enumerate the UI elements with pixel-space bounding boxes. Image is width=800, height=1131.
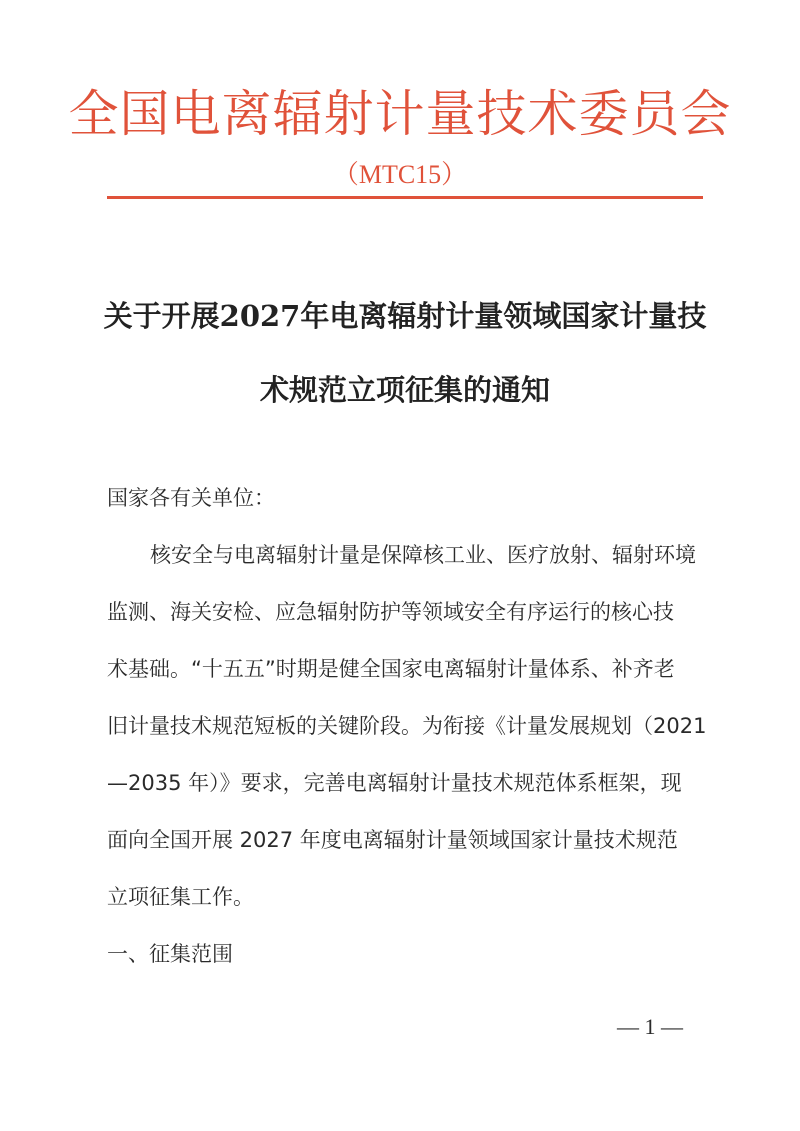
paragraph-line: 面向全国开展 2027 年度电离辐射计量领域国家计量技术规范: [107, 828, 678, 852]
title-line-2: 术规范立项征集的通知: [259, 373, 550, 407]
paragraph-line: 旧计量技术规范短板的关键阶段。为衔接《计量发展规划（2021: [107, 714, 707, 738]
page-number: — 1 —: [617, 1014, 683, 1039]
paragraph-line: —2035 年）》要求，完善电离辐射计量技术规范体系框架，现: [107, 771, 682, 795]
paragraph-line: 立项征集工作。: [107, 885, 254, 909]
salutation: 国家各有关单位：: [107, 486, 275, 510]
paragraph-line: 术基础。“十五五”时期是健全国家电离辐射计量体系、补齐老: [107, 657, 675, 681]
organization-name: 全国电离辐射计量技术委员会: [68, 85, 732, 143]
section-heading: 一、征集范围: [107, 942, 233, 966]
header-divider: [107, 196, 703, 199]
paragraph-line: 核安全与电离辐射计量是保障核工业、医疗放射、辐射环境: [150, 543, 696, 567]
paragraph-line: 监测、海关安检、应急辐射防护等领域安全有序运行的核心技: [107, 600, 674, 624]
organization-code: （MTC15）: [332, 160, 468, 189]
title-line-1: 关于开展2027年电离辐射计量领域国家计量技: [103, 299, 707, 333]
